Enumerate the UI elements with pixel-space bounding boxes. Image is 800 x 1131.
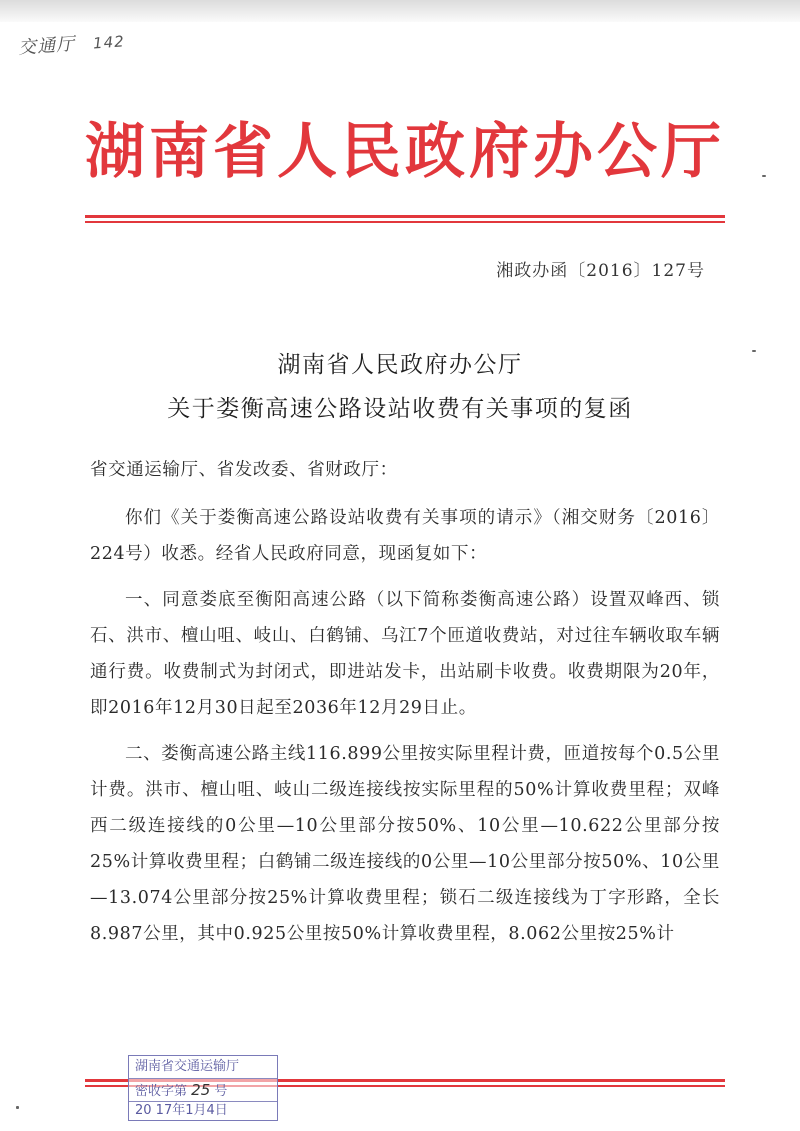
- stamp-receipt-number: [129, 1079, 277, 1102]
- paragraph: 你们《关于娄衡高速公路设站收费有关事项的请示》（湘交财务〔2016〕224号）收悉。经省人民政府同意，现函复如下：: [90, 508, 720, 564]
- masthead-rule-thick: [85, 215, 725, 218]
- handwritten-mark: 交通厅: [17, 33, 76, 59]
- stamp-handwritten-number: 25: [191, 1081, 211, 1099]
- document-title-line1: 湖南省人民政府办公厅: [277, 352, 523, 378]
- scan-top-edge: [0, 0, 800, 22]
- stamp-label-prefix: 密收字第: [135, 1084, 188, 1099]
- document-body: [90, 452, 720, 962]
- scan-speck: [752, 350, 756, 352]
- paragraph: 一、同意娄底至衡阳高速公路（以下简称娄衡高速公路）设置双峰西、锁石、洪市、檀山咀、岐山、白鹤铺、乌江7个匝道收费站，对过往车辆收取车辆通行费。收费制式为封闭式，即进站发卡，出站刷卡收费。收费期限为20年，即2016年12月30日起至2036年12月29日止。: [90, 590, 720, 718]
- stamp-label-suffix: 号: [214, 1084, 228, 1099]
- stamp-date: 20 17年1月4日: [135, 1103, 228, 1118]
- handwritten-number: 142: [92, 32, 126, 53]
- scan-speck: [16, 1106, 19, 1109]
- scan-speck: [762, 175, 766, 177]
- document-number: 湘政办函〔2016〕127号: [496, 261, 705, 281]
- masthead-rule-thin: [85, 221, 725, 223]
- masthead-title: 湖南省人民政府办公厅: [85, 117, 725, 187]
- stamp-org: 湖南省交通运输厅: [129, 1056, 277, 1079]
- document-title-line2: 关于娄衡高速公路设站收费有关事项的复函: [167, 396, 633, 422]
- receipt-stamp: [128, 1055, 278, 1121]
- salutation: 省交通运输厅、省发改委、省财政厅：: [90, 460, 398, 480]
- paragraph: 二、娄衡高速公路主线116.899公里按实际里程计费，匝道按每个0.5公里计费。洪市、檀山咀、岐山二级连接线按实际里程的50%计算收费里程；双峰西二级连接线的0公里—10公里部分按50%、10公里—10.622公里部分按25%计算收费里程；白鹤铺二级连接线的0公里—10公里部分按50%、10公里—13.074公里部分按25%计算收费里程；锁石二级连接线为丁字形路，全长8.987公里，其中0.925公里按50%计算收费里程，8.062公里按25%计: [90, 744, 720, 944]
- handwritten-note: [17, 26, 125, 59]
